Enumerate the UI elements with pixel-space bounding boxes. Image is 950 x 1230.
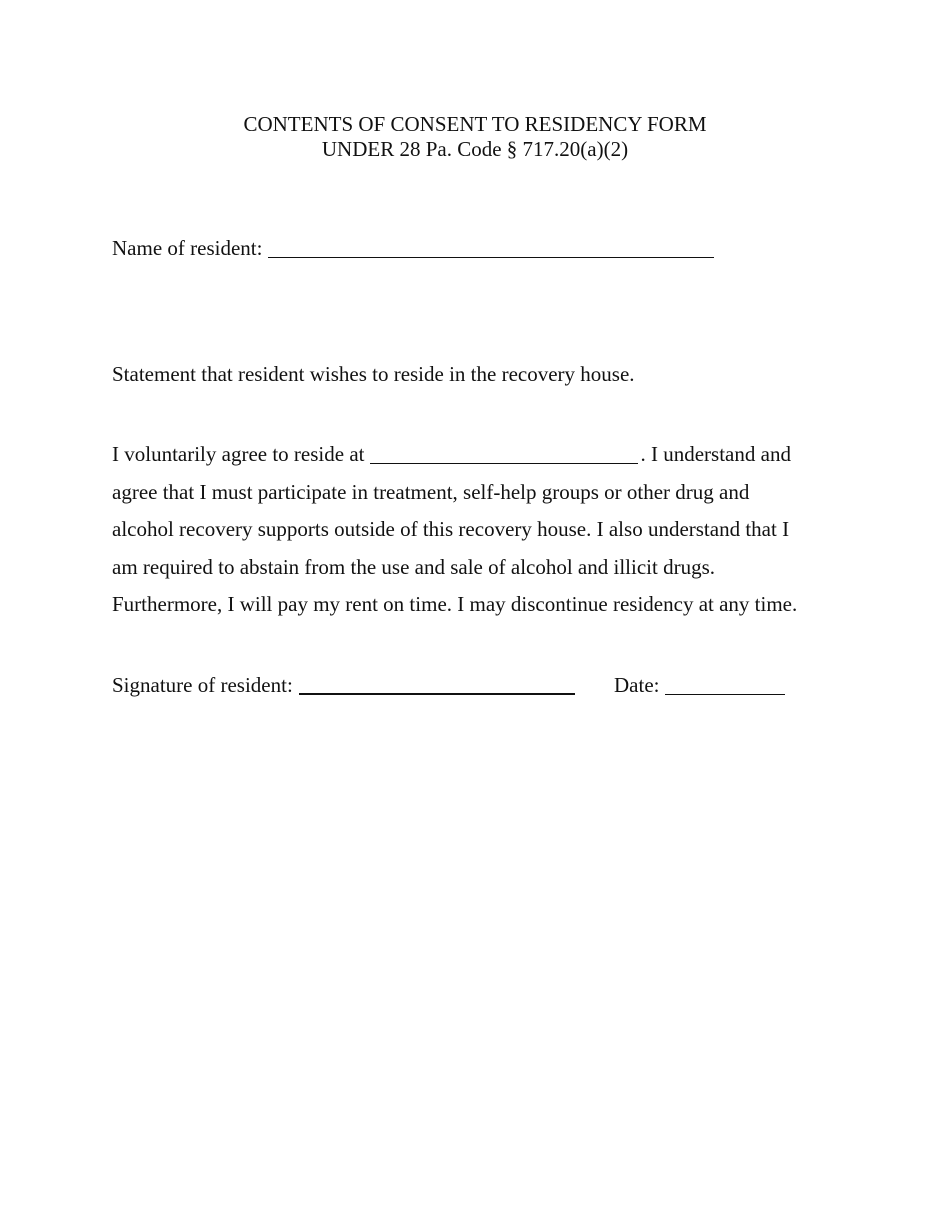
signature-row xyxy=(112,673,575,698)
statement-heading: Statement that resident wishes to reside in the recovery house. xyxy=(112,362,635,386)
paragraph-line-5: Furthermore, I will pay my rent on time. I may discontinue residency at any time. xyxy=(112,592,798,616)
understand-text: . I understand and xyxy=(640,442,791,466)
recovery-house-name-blank[interactable] xyxy=(370,462,638,464)
signature-label: Signature of resident: xyxy=(112,673,293,697)
title-line-1: CONTENTS OF CONSENT TO RESIDENCY FORM xyxy=(243,112,707,136)
date-label: Date: xyxy=(614,673,660,697)
form-title xyxy=(0,112,950,162)
reside-at-text: I voluntarily agree to reside at xyxy=(112,442,365,466)
paragraph-line-4: am required to abstain from the use and sale of alcohol and illicit drugs. xyxy=(112,554,715,579)
paragraph-line-3: alcohol recovery supports outside of this recovery house. I also understand that I xyxy=(112,517,790,541)
consent-paragraph xyxy=(112,436,842,624)
name-of-resident-label: Name of resident: xyxy=(112,236,263,260)
name-of-resident-row xyxy=(112,236,714,261)
signature-blank[interactable] xyxy=(299,692,575,695)
paragraph-line-2: agree that I must participate in treatment, self-help groups or other drug and xyxy=(112,479,750,504)
date-row xyxy=(614,673,785,698)
name-of-resident-blank[interactable] xyxy=(268,256,714,258)
date-blank[interactable] xyxy=(665,693,785,695)
title-line-2: UNDER 28 Pa. Code § 717.20(a)(2) xyxy=(321,137,629,161)
paragraph-line-1 xyxy=(112,436,842,474)
